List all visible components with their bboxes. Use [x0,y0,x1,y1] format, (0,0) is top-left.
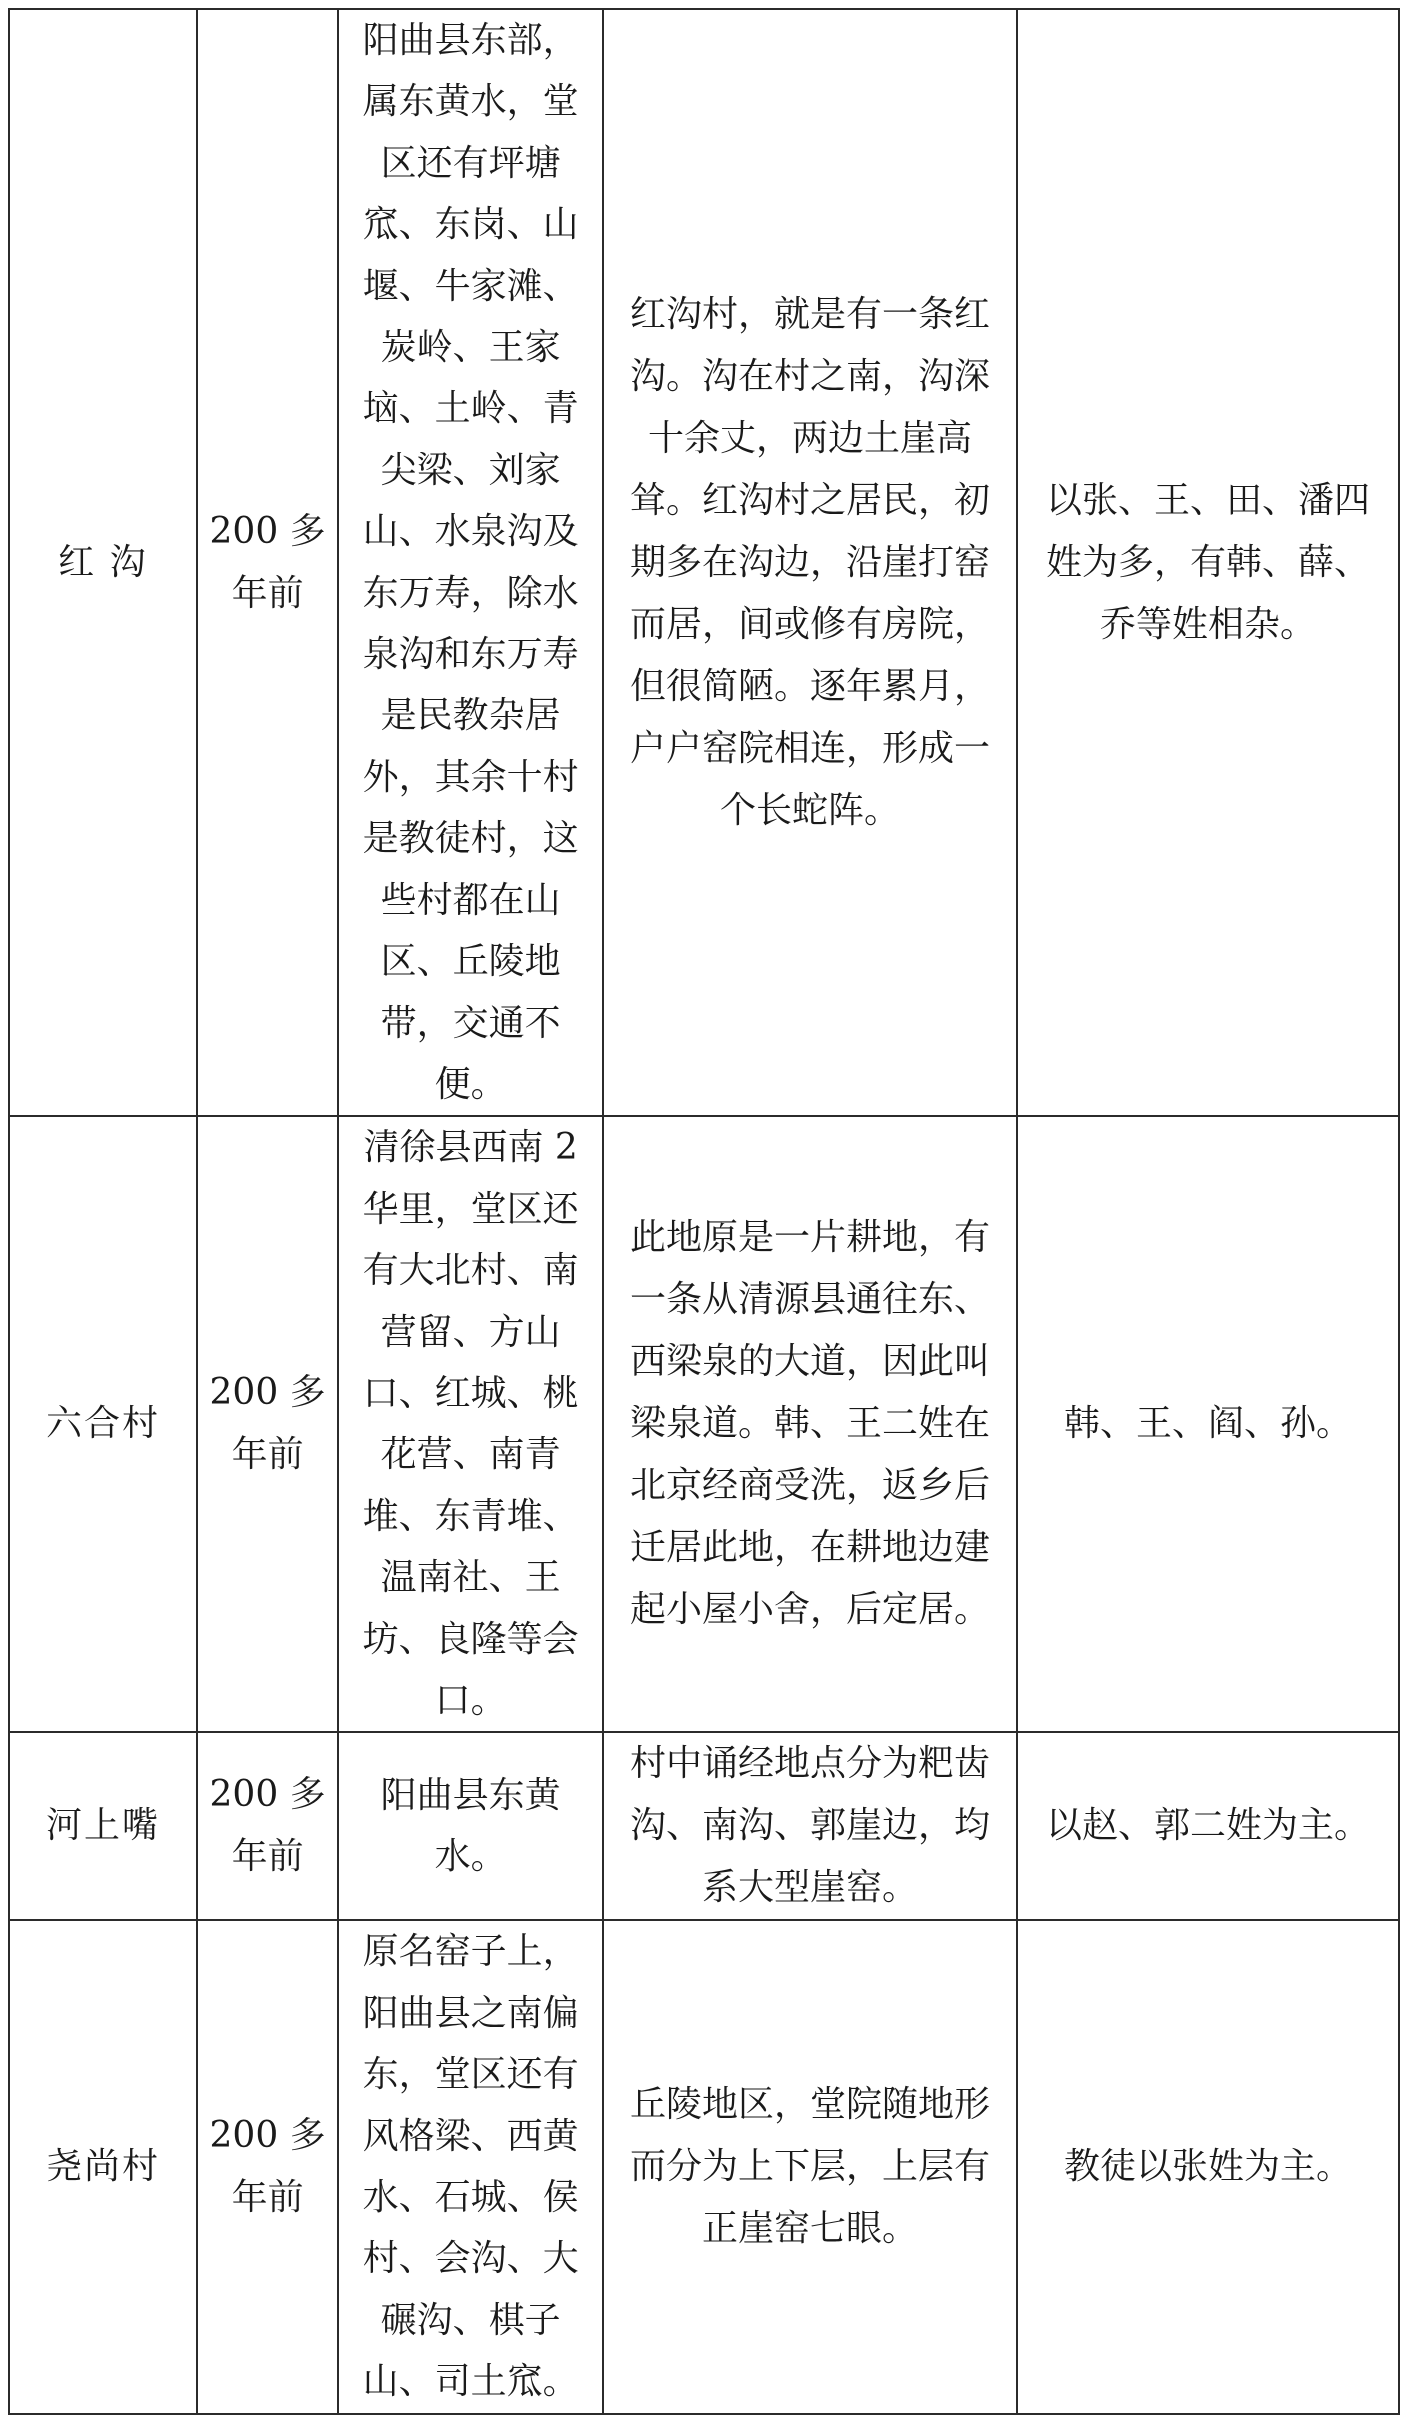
history-cell: 红沟村，就是有一条红沟。沟在村之南，沟深十余丈，两边土崖高耸。红沟村之居民，初期多在沟边，沿崖打窑而居，间或修有房院，但很简陋。逐年累月，户户窑院相连，形成一个长蛇阵。 [603,9,1017,1116]
village-records-table [8,8,1400,2415]
surnames-cell: 以赵、郭二姓为主。 [1017,1732,1399,1920]
table-row [9,1732,1399,1920]
surnames-cell: 以张、王、田、潘四姓为多，有韩、薛、乔等姓相杂。 [1017,9,1399,1116]
founding-era-cell: 200 多年前 [197,1116,338,1732]
history-cell: 丘陵地区，堂院随地形而分为上下层，上层有正崖窑七眼。 [603,1920,1017,2413]
founding-era-cell: 200 多年前 [197,1732,338,1920]
village-name-cell: 六合村 [9,1116,197,1732]
village-name-cell: 河上嘴 [9,1732,197,1920]
village-name-cell: 红 沟 [9,9,197,1116]
village-name-cell: 尧尚村 [9,1920,197,2413]
founding-era-cell: 200 多年前 [197,1920,338,2413]
location-cell: 阳曲县东黄水。 [338,1732,603,1920]
surnames-cell: 韩、王、阎、孙。 [1017,1116,1399,1732]
table-row [9,1116,1399,1732]
history-cell: 村中诵经地点分为粑齿沟、南沟、郭崖边，均系大型崖窑。 [603,1732,1017,1920]
location-cell: 阳曲县东部，属东黄水，堂区还有坪塘窊、东岗、山堰、牛家滩、炭岭、王家垴、土岭、青尖梁、刘家山、水泉沟及东万寿，除水泉沟和东万寿是民教杂居外，其余十村是教徒村，这些村都在山区、丘陵地带，交通不便。 [338,9,603,1116]
location-cell: 原名窑子上，阳曲县之南偏东，堂区还有风格梁、西黄水、石城、侯村、会沟、大碾沟、棋子山、司土窊。 [338,1920,603,2413]
founding-era-cell: 200 多年前 [197,9,338,1116]
history-cell: 此地原是一片耕地，有一条从清源县通往东、西梁泉的大道，因此叫梁泉道。韩、王二姓在北京经商受洗，返乡后迁居此地，在耕地边建起小屋小舍，后定居。 [603,1116,1017,1732]
table-row [9,9,1399,1116]
surnames-cell: 教徒以张姓为主。 [1017,1920,1399,2413]
table-row [9,1920,1399,2413]
location-cell: 清徐县西南 2 华里，堂区还有大北村、南营留、方山口、红城、桃花营、南青堆、东青堆、温南社、王坊、良隆等会口。 [338,1116,603,1732]
